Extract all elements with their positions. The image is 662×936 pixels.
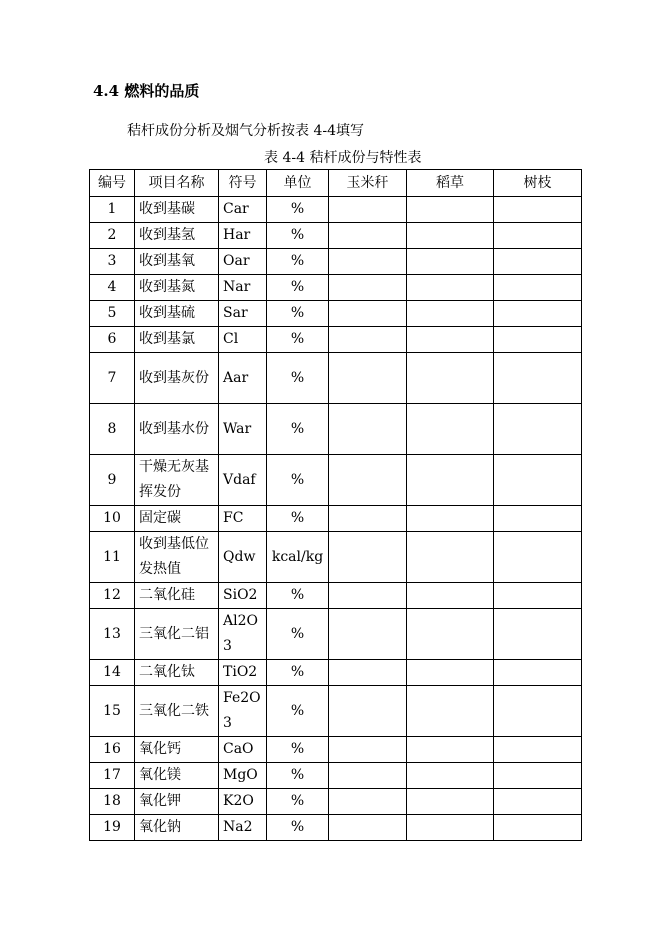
row-symbol: TiO2: [219, 660, 267, 686]
row-item-name: 收到基低位发热值: [135, 532, 219, 583]
header-symbol: 符号: [219, 170, 267, 197]
table-row: [90, 353, 582, 404]
row-unit: %: [267, 455, 329, 506]
row-symbol: CaO: [219, 737, 267, 763]
table-row: [90, 660, 582, 686]
row-corn-stalk-value: [329, 275, 407, 301]
table-row: [90, 506, 582, 532]
row-number: 16: [90, 737, 135, 763]
row-item-name: 二氧化硅: [135, 583, 219, 609]
row-rice-straw-value: [407, 249, 494, 275]
row-item-name: 二氧化钛: [135, 660, 219, 686]
row-corn-stalk-value: [329, 815, 407, 841]
row-rice-straw-value: [407, 763, 494, 789]
table-row: [90, 275, 582, 301]
row-branches-value: [494, 609, 582, 660]
row-corn-stalk-value: [329, 197, 407, 223]
row-number: 3: [90, 249, 135, 275]
row-unit: %: [267, 686, 329, 737]
header-branches: 树枝: [494, 170, 582, 197]
row-branches-value: [494, 506, 582, 532]
row-rice-straw-value: [407, 583, 494, 609]
row-branches-value: [494, 223, 582, 249]
row-number: 2: [90, 223, 135, 249]
row-corn-stalk-value: [329, 301, 407, 327]
row-rice-straw-value: [407, 275, 494, 301]
row-item-name: 收到基碳: [135, 197, 219, 223]
row-rice-straw-value: [407, 815, 494, 841]
row-number: 8: [90, 404, 135, 455]
row-number: 15: [90, 686, 135, 737]
row-unit: %: [267, 609, 329, 660]
row-corn-stalk-value: [329, 506, 407, 532]
row-rice-straw-value: [407, 455, 494, 506]
row-corn-stalk-value: [329, 686, 407, 737]
row-rice-straw-value: [407, 353, 494, 404]
row-corn-stalk-value: [329, 327, 407, 353]
row-corn-stalk-value: [329, 763, 407, 789]
row-symbol: Oar: [219, 249, 267, 275]
row-branches-value: [494, 532, 582, 583]
row-corn-stalk-value: [329, 404, 407, 455]
row-item-name: 收到基灰份: [135, 353, 219, 404]
row-corn-stalk-value: [329, 609, 407, 660]
row-unit: %: [267, 327, 329, 353]
row-branches-value: [494, 789, 582, 815]
row-number: 10: [90, 506, 135, 532]
row-branches-value: [494, 737, 582, 763]
table-row: [90, 223, 582, 249]
row-item-name: 收到基水份: [135, 404, 219, 455]
row-unit: %: [267, 353, 329, 404]
row-item-name: 三氧化二铝: [135, 609, 219, 660]
row-item-name: 氧化镁: [135, 763, 219, 789]
row-symbol: FC: [219, 506, 267, 532]
row-corn-stalk-value: [329, 660, 407, 686]
row-unit: %: [267, 275, 329, 301]
row-corn-stalk-value: [329, 583, 407, 609]
row-number: 14: [90, 660, 135, 686]
straw-properties-table: [89, 169, 582, 841]
table-row: [90, 686, 582, 737]
row-number: 1: [90, 197, 135, 223]
row-item-name: 氧化钾: [135, 789, 219, 815]
row-number: 13: [90, 609, 135, 660]
header-number: 编号: [90, 170, 135, 197]
row-unit: %: [267, 301, 329, 327]
row-symbol: Nar: [219, 275, 267, 301]
row-item-name: 氧化钙: [135, 737, 219, 763]
row-item-name: 收到基硫: [135, 301, 219, 327]
row-rice-straw-value: [407, 686, 494, 737]
row-branches-value: [494, 455, 582, 506]
row-symbol: Cl: [219, 327, 267, 353]
row-rice-straw-value: [407, 532, 494, 583]
row-symbol: Qdw: [219, 532, 267, 583]
row-symbol: Car: [219, 197, 267, 223]
row-symbol: MgO: [219, 763, 267, 789]
row-branches-value: [494, 404, 582, 455]
row-item-name: 固定碳: [135, 506, 219, 532]
table-row: [90, 789, 582, 815]
row-unit: %: [267, 223, 329, 249]
header-unit: 单位: [267, 170, 329, 197]
row-unit: %: [267, 763, 329, 789]
row-rice-straw-value: [407, 737, 494, 763]
row-corn-stalk-value: [329, 789, 407, 815]
row-number: 19: [90, 815, 135, 841]
row-rice-straw-value: [407, 327, 494, 353]
row-item-name: 三氧化二铁: [135, 686, 219, 737]
row-branches-value: [494, 815, 582, 841]
row-item-name: 收到基氧: [135, 249, 219, 275]
row-item-name: 收到基氯: [135, 327, 219, 353]
row-item-name: 收到基氢: [135, 223, 219, 249]
row-unit: %: [267, 737, 329, 763]
table-row: [90, 815, 582, 841]
table-caption: 表 4-4 秸杆成份与特性表: [264, 150, 422, 166]
table-row: [90, 455, 582, 506]
row-unit: %: [267, 249, 329, 275]
row-unit: %: [267, 583, 329, 609]
table-row: [90, 609, 582, 660]
row-branches-value: [494, 353, 582, 404]
row-corn-stalk-value: [329, 737, 407, 763]
row-symbol: War: [219, 404, 267, 455]
table-header-row: [90, 170, 582, 197]
table-row: [90, 301, 582, 327]
row-branches-value: [494, 327, 582, 353]
row-branches-value: [494, 763, 582, 789]
row-rice-straw-value: [407, 404, 494, 455]
row-branches-value: [494, 583, 582, 609]
row-unit: %: [267, 506, 329, 532]
row-unit: %: [267, 404, 329, 455]
table-row: [90, 327, 582, 353]
row-number: 18: [90, 789, 135, 815]
row-branches-value: [494, 686, 582, 737]
row-branches-value: [494, 301, 582, 327]
row-rice-straw-value: [407, 223, 494, 249]
row-rice-straw-value: [407, 197, 494, 223]
row-number: 7: [90, 353, 135, 404]
header-rice-straw: 稻草: [407, 170, 494, 197]
row-rice-straw-value: [407, 660, 494, 686]
row-symbol: Al2O3: [219, 609, 267, 660]
row-symbol: Vdaf: [219, 455, 267, 506]
row-rice-straw-value: [407, 301, 494, 327]
row-branches-value: [494, 249, 582, 275]
row-corn-stalk-value: [329, 353, 407, 404]
row-unit: %: [267, 197, 329, 223]
header-corn-stalk: 玉米秆: [329, 170, 407, 197]
row-unit: %: [267, 815, 329, 841]
table-row: [90, 532, 582, 583]
row-branches-value: [494, 660, 582, 686]
row-unit: kcal/kg: [267, 532, 329, 583]
row-rice-straw-value: [407, 609, 494, 660]
row-corn-stalk-value: [329, 532, 407, 583]
row-symbol: Har: [219, 223, 267, 249]
row-unit: %: [267, 789, 329, 815]
row-item-name: 氧化钠: [135, 815, 219, 841]
row-symbol: Sar: [219, 301, 267, 327]
row-symbol: Fe2O3: [219, 686, 267, 737]
intro-text: 秸杆成份分析及烟气分析按表 4-4填写: [127, 123, 364, 139]
row-number: 6: [90, 327, 135, 353]
row-corn-stalk-value: [329, 223, 407, 249]
row-corn-stalk-value: [329, 249, 407, 275]
row-number: 5: [90, 301, 135, 327]
table-row: [90, 583, 582, 609]
section-heading: 4.4 燃料的品质: [93, 82, 200, 100]
table-row: [90, 249, 582, 275]
row-symbol: Aar: [219, 353, 267, 404]
row-number: 17: [90, 763, 135, 789]
row-symbol: Na2: [219, 815, 267, 841]
row-item-name: 收到基氮: [135, 275, 219, 301]
row-symbol: SiO2: [219, 583, 267, 609]
row-branches-value: [494, 275, 582, 301]
header-item-name: 项目名称: [135, 170, 219, 197]
row-number: 9: [90, 455, 135, 506]
row-corn-stalk-value: [329, 455, 407, 506]
row-item-name: 干燥无灰基挥发份: [135, 455, 219, 506]
table-row: [90, 404, 582, 455]
table-row: [90, 197, 582, 223]
row-number: 4: [90, 275, 135, 301]
table-row: [90, 763, 582, 789]
table-row: [90, 737, 582, 763]
row-branches-value: [494, 197, 582, 223]
row-symbol: K2O: [219, 789, 267, 815]
row-rice-straw-value: [407, 789, 494, 815]
row-number: 11: [90, 532, 135, 583]
row-unit: %: [267, 660, 329, 686]
row-number: 12: [90, 583, 135, 609]
row-rice-straw-value: [407, 506, 494, 532]
